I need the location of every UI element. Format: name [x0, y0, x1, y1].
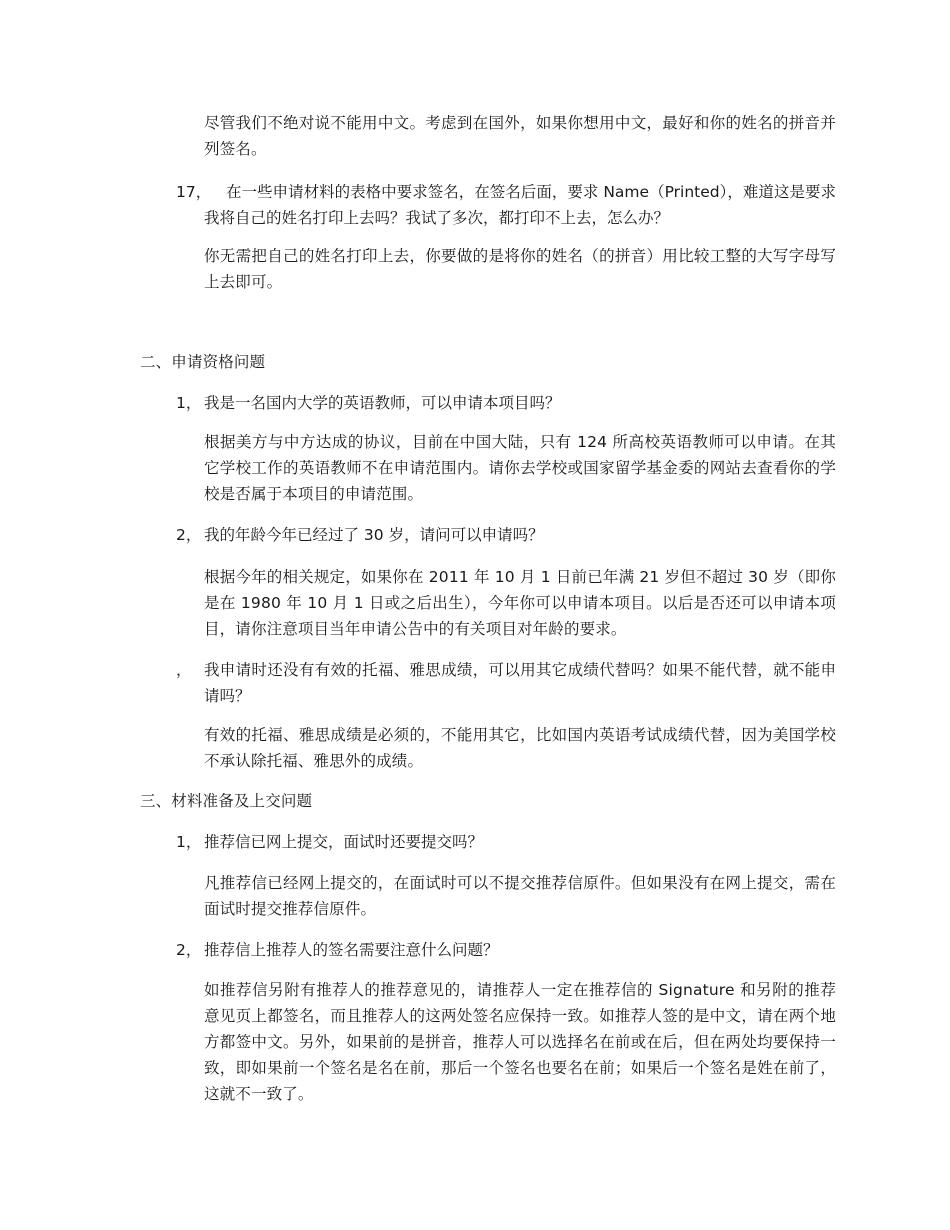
question-number: 1， [176, 833, 202, 851]
question-number: 2， [176, 941, 202, 959]
section3-answer-1: 凡推荐信已经网上提交的，在面试时可以不提交推荐信原件。但如果没有在网上提交，需在面试时提交推荐信原件。 [204, 874, 836, 918]
answer-17: 你无需把自己的姓名打印上去，你要做的是将你的姓名（的拼音）用比较工整的大写字母写上去即可。 [204, 247, 836, 291]
section-heading-eligibility: 二、申请资格问题 [140, 353, 266, 371]
question-number: ， [176, 661, 192, 679]
section2-answer-1: 根据美方与中方达成的协议，目前在中国大陆，只有 124 所高校英语教师可以申请。在其它学校工作的英语教师不在申请范围内。请你去学校或国家留学基金委的网站去查看你的学校是否属于本项目的申请范围。 [204, 433, 836, 503]
question-text: 我申请时还没有有效的托福、雅思成绩，可以用其它成绩代替吗？如果不能代替，就不能申请吗？ [204, 661, 836, 705]
question-number: 2， [176, 526, 202, 544]
question-text: 在一些申请材料的表格中要求签名，在签名后面，要求 Name（Printed），难道这是要求我将自己的姓名打印上去吗？我试了多次，都打印不上去，怎么办？ [204, 183, 836, 227]
question-text: 我是一名国内大学的英语教师，可以申请本项目吗？ [204, 394, 561, 412]
section3-answer-2: 如推荐信另附有推荐人的推荐意见的，请推荐人一定在推荐信的 Signature 和另附的推荐意见页上都签名，而且推荐人的这两处签名应保持一致。如推荐人签的是中文，请在两个地方都签中文。另外，如果前的是拼音，推荐人可以选择名在前或在后，但在两处均要保持一致，即如果前一个签名是名在前，那后一个签名也要名在前；如果后一个签名是姓在前了，这就不一致了。 [204, 981, 836, 1103]
question-text: 我的年龄今年已经过了 30 岁，请问可以申请吗？ [204, 526, 544, 544]
section2-question-1 [176, 390, 836, 416]
section3-question-2 [176, 937, 836, 963]
section2-question-3 [176, 657, 836, 709]
section2-answer-2: 根据今年的相关规定，如果你在 2011 年 10 月 1 日前已年满 21 岁但不超过 30 岁（即你是在 1980 年 10 月 1 日或之后出生），今年你可以申请本项目。以后是否还可以申请本项目，请你注意项目当年申请公告中的有关项目对年龄的要求。 [204, 568, 836, 638]
section3-question-1 [176, 829, 836, 855]
question-text: 推荐信已网上提交，面试时还要提交吗？ [204, 833, 484, 851]
section2-answer-3: 有效的托福、雅思成绩是必须的，不能用其它，比如国内英语考试成绩代替，因为美国学校不承认除托福、雅思外的成绩。 [204, 726, 836, 770]
section2-question-2 [176, 522, 836, 548]
question-17 [176, 179, 836, 231]
paragraph-intro: 尽管我们不绝对说不能用中文。考虑到在国外，如果你想用中文，最好和你的姓名的拼音并列签名。 [204, 114, 836, 158]
question-number: 17， [176, 183, 212, 201]
question-number: 1， [176, 394, 202, 412]
question-text: 推荐信上推荐人的签名需要注意什么问题？ [204, 941, 499, 959]
section-heading-materials: 三、材料准备及上交问题 [140, 792, 313, 810]
